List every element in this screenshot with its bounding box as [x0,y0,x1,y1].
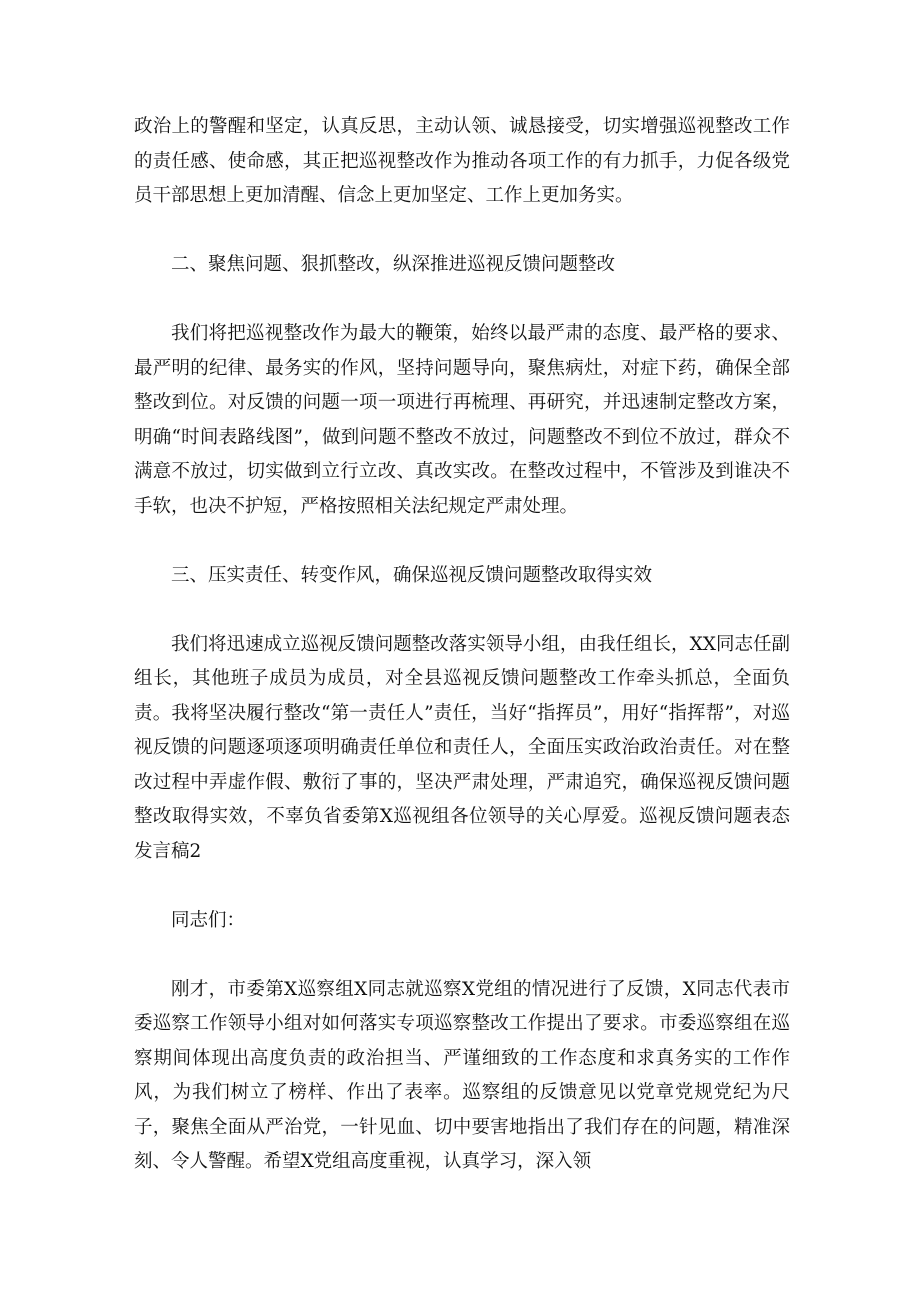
section-heading-3: 三、压实责任、转变作风，确保巡视反馈问题整改取得实效 [171,564,653,586]
paragraph-continuation: 政治上的警醒和坚定，认真反思，主动认领、诚恳接受，切实增强巡视整改工作的责任感、使命感，其正把巡视整改作为推动各项工作的有力抓手，力促各级党员干部思想上更加清醒、信念上更加坚定、工作上更加务实。 [134,116,790,206]
section-heading-2: 二、聚焦问题、狠抓整改，纵深推进巡视反馈问题整改 [171,254,616,275]
paragraph-feedback: 刚才，市委第X巡察组X同志就巡察X党组的情况进行了反馈，X同志代表市委巡察工作领导小组对如何落实专项巡察整改工作提出了要求。市委巡察组在巡察期间体现出高度负责的政治担当、严谨细致的工作态度和求真务实的工作作风，为我们树立了榜样、作出了表率。巡察组的反馈意见以党章党规党纪为尺子，聚焦全面从严治党，一针见血、切中要害地指出了我们存在的问题，精准深刻、令人警醒。希望X党组高度重视，认真学习，深入领 [134,978,790,1172]
paragraph-gap [134,593,790,628]
document-page [134,110,790,1180]
paragraph-gap [134,938,790,973]
paragraph-section-3: 我们将迅速成立巡视反馈问题整改落实领导小组，由我任组长，XX同志任副组长，其他班子成员为成员，对全县巡视反馈问题整改工作牵头抓总，全面负责。我将坚决履行整改“第一责任人”责任，当好“指挥员”，用好“指挥帮”，对巡视反馈的问题逐项逐项明确责任单位和责任人，全面压实政治政治责任。对在整改过程中弄虚作假、敷衍了事的，坚决严肃处理，严肃追究，确保巡视反馈问题整改取得实效，不辜负省委第X巡视组各位领导的关心厚爱。巡视反馈问题表态发言稿2 [134,633,790,862]
paragraph-gap [134,869,790,904]
paragraph-gap [134,214,790,249]
paragraph-gap [134,283,790,318]
paragraph-section-2: 我们将把巡视整改作为最大的鞭策，始终以最严肃的态度、最严格的要求、最严明的纪律、最务实的作风，坚持问题导向，聚焦病灶，对症下药，确保全部整改到位。对反馈的问题一项一项进行再梳理、再研究，并迅速制定整改方案，明确“时间表路线图”，做到问题不整改不放过，问题整改不到位不放过，群众不满意不放过，切实做到立行立改、真改实改。在整改过程中，不管涉及到谁决不手软，也决不护短，严格按照相关法纪规定严肃处理。 [134,323,790,517]
salutation: 同志们： [171,909,246,931]
paragraph-gap [134,524,790,559]
